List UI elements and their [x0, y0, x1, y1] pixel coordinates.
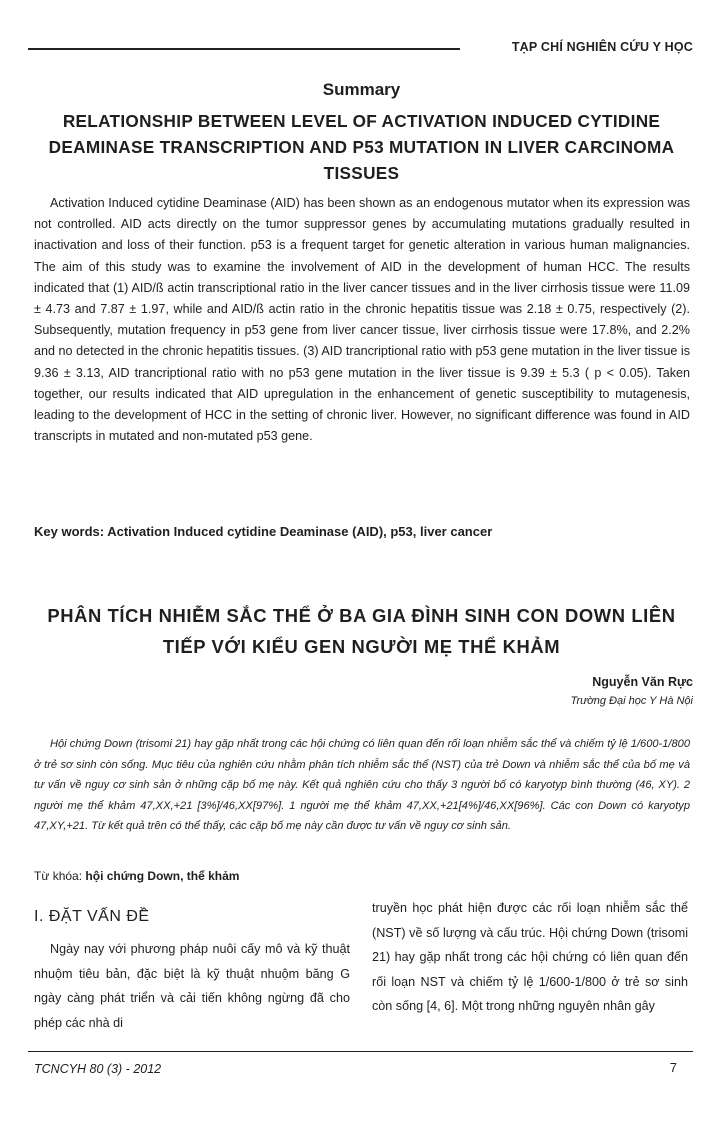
footer-citation: TCNCYH 80 (3) - 2012 — [34, 1062, 162, 1076]
page-header — [28, 40, 693, 62]
body-paragraph-right: truyền học phát hiện được các rối loạn nhiễm sắc thể (NST) về số lượng và cấu trúc. Hội chứng Down (trisomi 21) hay gặp nhất trong các hội chứng có liên quan đến rối loạn NST và chiếm tỷ lệ 1/600-1/800 ở trẻ sơ sinh còn sống [4, 6]. Một trong những nguyên nhân gây — [372, 901, 688, 1014]
header-rule — [28, 48, 460, 50]
footer-rule — [28, 1051, 693, 1052]
article-title: PHÂN TÍCH NHIỄM SẮC THỂ Ở BA GIA ĐÌNH SINH CON DOWN LIÊN TIẾP VỚI KIỂU GEN NGƯỜI MẸ THỂ KHẢM — [47, 605, 676, 657]
english-title: RELATIONSHIP BETWEEN LEVEL OF ACTIVATION INDUCED CYTIDINE DEAMINASE TRANSCRIPTION AND P53 MUTATION IN LIVER CARCINOMA TISSUES — [48, 111, 675, 183]
summary-heading: Summary — [322, 80, 401, 99]
body-paragraph-left: Ngày nay với phương pháp nuôi cấy mô và kỹ thuật nhuộm tiêu bản, đặc biệt là kỹ thuật nhuộm băng G ngày càng phát triển và cải tiến không ngừng đã cho phép các nhà di — [34, 942, 350, 1030]
vietnamese-abstract-text: Hội chứng Down (trisomi 21) hay gặp nhất trong các hội chứng có liên quan đến rối loạn nhiễm sắc thể và chiếm tỷ lệ 1/600-1/800 ở trẻ sơ sinh còn sống. Mục tiêu của nghiên cứu nhằm phân tích nhiễm sắc thể (NST) của trẻ Down và nhiễm sắc thể của bố mẹ và tư vấn về nguy cơ sinh sản ở những cặp bố mẹ này. Kết quả nghiên cứu cho thấy 3 người bố có karyotyp bình thường (46, XY). 2 người mẹ thể khảm 47,XX,+21 [3%]/46,XX[97%]. 1 người mẹ thể khảm 47,XX,+21[4%]/46,XX[96%]. Các con Down có karyotyp 47,XY,+21. Từ kết quả trên có thể thấy, các cặp bố mẹ này cần được tư vấn về nguy cơ sinh sản. — [34, 738, 690, 832]
english-abstract-text: Activation Induced cytidine Deaminase (AID) has been shown as an endogenous mutator when its expression was not controlled. AID acts directly on the tumor suppressor genes by accumulating mutations gradually resulted in inactivation and loss of their function. p53 is a frequent target for genetic alteration in various human malignancies. The aim of this study was to examine the involvement of AID in the development of human HCC. The results indicated that (1) AID/ß actin transcriptional ratio in the liver cancer tissues and in the liver cirrhosis tissue were 11.09 ± 4.73 and 7.87 ± 1.97, while and AID/ß actin ratio in the chronic hepatitis tissue was 2.18 ± 0.75, respectively (2). Subsequently, mutation frequency in p53 gene from liver cancer tissue, liver cirrhosis tissue were 17.8%, and 2.2% and no detected in the chronic hepatitis tissues. (3) AID trancriptional ratio with p53 gene mutation in the liver tissue is 9.36 ± 3.13, AID trancriptional ratio with no p53 gene mutation in the liver tissue is 9.39 ± 5.3 ( p < 0.05). Taken together, our results indicated that AID upregulation in the enhancement of genetic susceptibility to mutagenesis, leading to the development of HCC in the setting of chronic liver. However, no significant difference was found in AID transcripts in mutated and non-mutated p53 gene. — [34, 196, 690, 444]
keywords-values: hội chứng Down, thể khảm — [85, 869, 240, 883]
section-heading: I. ĐẶT VẤN ĐỀ — [34, 908, 150, 925]
author-name: Nguyễn Văn Rực — [592, 675, 693, 689]
body-column-right — [372, 896, 688, 1019]
vietnamese-abstract — [34, 734, 690, 837]
journal-name: TẠP CHÍ NGHIÊN CỨU Y HỌC — [511, 40, 693, 54]
english-keywords: Key words: Activation Induced cytidine Deaminase (AID), p53, liver cancer — [34, 524, 493, 539]
body-column-left — [34, 895, 350, 1035]
english-abstract — [34, 193, 690, 447]
keywords-label: Từ khóa: — [34, 869, 83, 883]
vietnamese-keywords — [34, 869, 239, 883]
page-number: 7 — [669, 1060, 677, 1075]
author-affiliation: Trường Đại học Y Hà Nội — [570, 695, 693, 707]
